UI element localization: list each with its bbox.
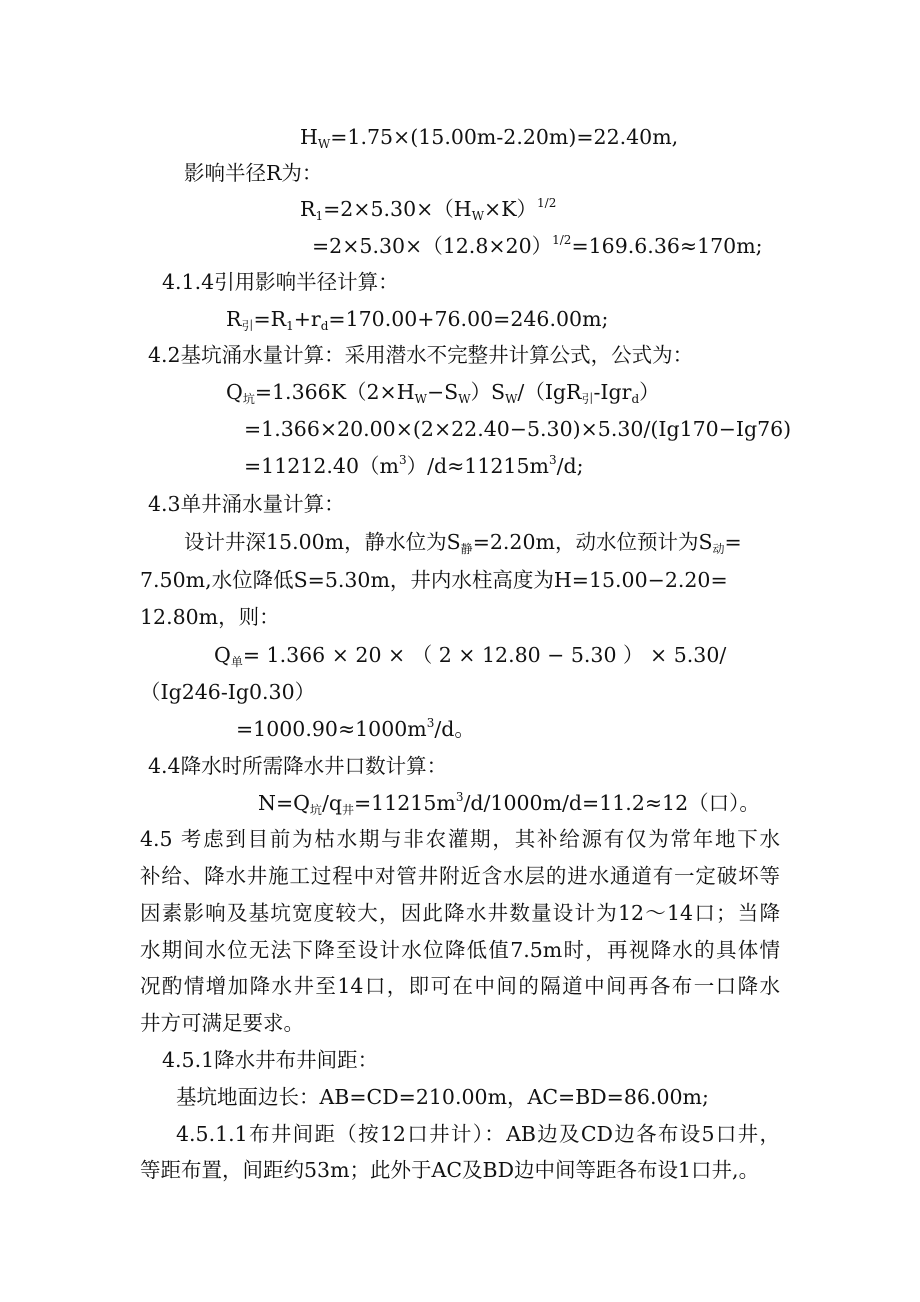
heading-4-1-4: 4.1.4引用影响半径计算： xyxy=(162,270,399,294)
formula-n-wells: $N=Q_坑/q_井=11215m^3/d/1000m/d=11.2\approx 12$（口）。 xyxy=(258,790,760,817)
paragraph-4-5-line-2: 补给、降水井施工过程中对管井附近含水层的进水通道有一定破坏等 xyxy=(140,864,780,888)
heading-4-2: 4.2基坑涌水量计算：采用潜水不完整井计算公式，公式为： xyxy=(148,343,694,367)
formula-q-pit-step: =1.366×20.00×(2×22.40−5.30)×5.30/(Ig170−Ig76) xyxy=(244,417,792,441)
formula-hw: $H_W=1.75\times(15.00m-2.20m)=22.40m$, xyxy=(300,125,679,151)
formula-q-single-result: $=1000.90\approx 1000m^3/d$。 xyxy=(236,716,475,741)
text-influence-radius-label: 影响半径R为： xyxy=(184,161,323,185)
formula-q-single: $Q_单= 1.366 \times 20$ × （ 2 × 12.80 − 5.30 ） × 5.30/ xyxy=(214,643,727,669)
heading-4-3: 4.3单井涌水量计算： xyxy=(148,492,345,516)
paragraph-4-5-line-5: 况酌情增加降水井至14口，即可在中间的隔道中间再各布一口降水 xyxy=(140,974,780,998)
heading-4-4: 4.4降水时所需降水井口数计算： xyxy=(148,754,448,778)
paragraph-4-5-line-4: 水期间水位无法下降至设计水位降低值7.5m时，再视降水的具体情 xyxy=(140,938,780,962)
paragraph-4-5-1-1-line-2: 等距布置，间距约53m；此外于AC及BD边中间等距各布设1口井,。 xyxy=(140,1158,760,1182)
formula-q-pit: $Q_坑=1.366K(2\times H_W-S_W)S_W/(IgR_引-Igr_d)$ xyxy=(226,380,660,406)
formula-r1: $R_1=2\times 5.30\times(H_W\times K)^{1/2}$ xyxy=(300,196,557,223)
heading-4-5-1: 4.5.1降水井布井间距： xyxy=(162,1048,379,1072)
text-single-well-1: 设计井深15.00m，静水位为$S_静=2.20m$，动水位预计为$S_动=$ xyxy=(184,530,742,556)
formula-r1-result: $=2\times 5.30\times(12.8\times 20)^{1/2}=169.6.36\approx 170m$; xyxy=(312,233,763,258)
text-pit-edge-length: 基坑地面边长：AB=CD=210.00m，AC=BD=86.00m; xyxy=(176,1085,709,1109)
formula-q-single-cont: （Ig246-Ig0.30） xyxy=(140,680,316,704)
formula-q-pit-result: $=11212.40(m^3)/d\approx 11215m^3/d$; xyxy=(244,453,584,478)
text-single-well-3: 12.80m，则： xyxy=(140,605,280,629)
text-single-well-2: 7.50m,水位降低S=5.30m，井内水柱高度为H=15.00−2.20= xyxy=(140,568,728,592)
paragraph-4-5-line-3: 因素影响及基坑宽度较大，因此降水井数量设计为12～14口；当降 xyxy=(140,901,780,925)
paragraph-4-5-line-6: 井方可满足要求。 xyxy=(140,1011,304,1035)
paragraph-4-5-line-1: 4.5 考虑到目前为枯水期与非农灌期，其补给源有仅为常年地下水 xyxy=(140,827,780,851)
formula-r-ref: $R_引=R_1+r_d=170.00+76.00=246.00m$; xyxy=(226,307,609,333)
paragraph-4-5-1-1-line-1: 4.5.1.1布井间距（按12口井计）：AB边及CD边各布设5口井， xyxy=(176,1122,780,1146)
